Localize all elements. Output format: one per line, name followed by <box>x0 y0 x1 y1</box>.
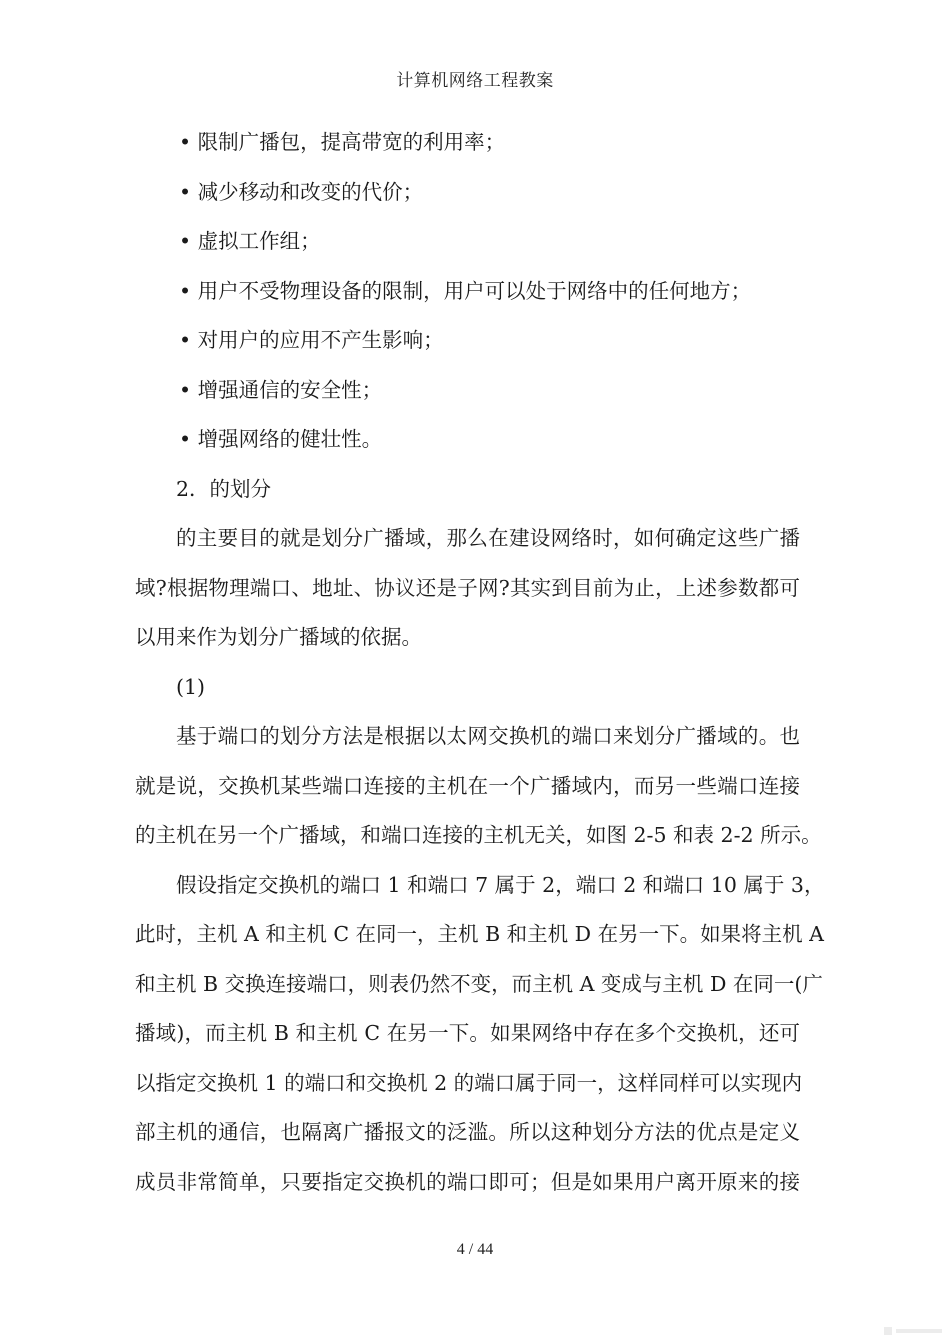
section-heading: 2．的划分 <box>176 476 272 501</box>
bullet-item: • 对用户的应用不产生影响； <box>179 328 444 352</box>
bullet-item: • 增强网络的健壮性。 <box>179 427 383 451</box>
paragraph-line: 的主要目的就是划分广播域，那么在建设网络时，如何确定这些广播 <box>176 526 800 550</box>
paragraph-line: 域?根据物理端口、地址、协议还是子网?其实到目前为止，上述参数都可 <box>135 575 800 600</box>
paragraph-line: 的主机在另一个广播域，和端口连接的主机无关，如图 2-5 和表 2-2 所示。 <box>135 823 822 847</box>
subheading: (1) <box>176 674 206 699</box>
bullet-item: • 减少移动和改变的代价； <box>179 179 424 204</box>
document-body <box>135 118 825 1207</box>
document-header: 计算机网络工程教案 <box>396 71 554 91</box>
paragraph-line: 基于端口的划分方法是根据以太网交换机的端口来划分广播域的。也 <box>176 724 800 748</box>
watermark-icon <box>884 1325 944 1337</box>
paragraph-line: 和主机 B 交换连接端口，则表仍然不变，而主机 A 变成与主机 D 在同一(广 <box>135 971 823 996</box>
bullet-item: • 虚拟工作组； <box>179 229 321 253</box>
page-number: 4 / 44 <box>456 1241 494 1258</box>
paragraph-line: 假设指定交换机的端口 1 和端口 7 属于 2，端口 2 和端口 10 属于 3， <box>176 872 825 897</box>
paragraph-line: 播域)，而主机 B 和主机 C 在另一下。如果网络中存在多个交换机，还可 <box>135 1021 800 1045</box>
bullet-item: • 用户不受物理设备的限制，用户可以处于网络中的任何地方； <box>179 278 752 303</box>
paragraph-line: 以用来作为划分广播域的依据。 <box>135 625 422 649</box>
bullet-item: • 增强通信的安全性； <box>179 377 383 402</box>
paragraph-line: 以指定交换机 1 的端口和交换机 2 的端口属于同一，这样同样可以实现内 <box>135 1070 803 1095</box>
paragraph-line: 就是说，交换机某些端口连接的主机在一个广播域内，而另一些端口连接 <box>135 773 800 798</box>
paragraph-line: 此时，主机 A 和主机 C 在同一，主机 B 和主机 D 在另一下。如果将主机 A <box>135 922 824 946</box>
paragraph-line: 部主机的通信，也隔离广播报文的泛滥。所以这种划分方法的优点是定义 <box>135 1120 800 1144</box>
bullet-item: • 限制广播包，提高带宽的利用率； <box>179 130 506 154</box>
paragraph-line: 成员非常简单，只要指定交换机的端口即可；但是如果用户离开原来的接 <box>135 1169 800 1194</box>
